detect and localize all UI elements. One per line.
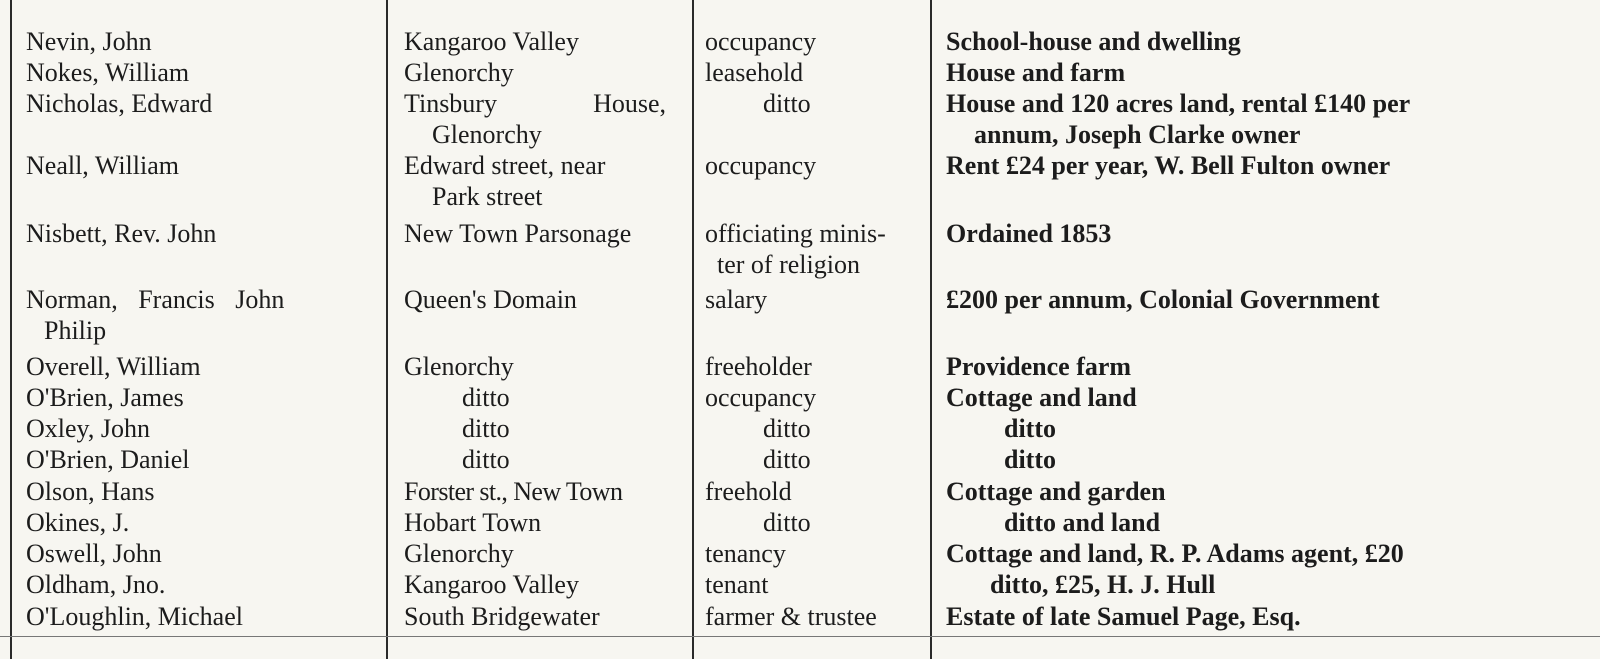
qualification-cell: freeholder <box>705 352 812 381</box>
name-cell: Nevin, John <box>26 27 152 56</box>
property-cell: House and 120 acres land, rental £140 per <box>946 89 1411 118</box>
property-cell: House and farm <box>946 58 1126 87</box>
property-cell: Cottage and land, R. P. Adams agent, £20 <box>946 539 1404 568</box>
name-cell: Neall, William <box>26 151 179 180</box>
name-cell: Oxley, John <box>26 414 150 443</box>
name-cell: O'Loughlin, Michael <box>26 602 243 631</box>
property-cell: School-house and dwelling <box>946 27 1241 56</box>
address-cell: Kangaroo Valley <box>404 27 579 56</box>
property-cell-continued: annum, Joseph Clarke owner <box>974 120 1301 149</box>
qualification-cell: occupancy <box>705 383 817 412</box>
name-cell: Oswell, John <box>26 539 162 568</box>
name-cell: Olson, Hans <box>26 477 155 506</box>
qualification-cell: farmer & trustee <box>705 602 877 631</box>
address-cell: South Bridgewater <box>404 602 600 631</box>
qualification-cell: tenancy <box>705 539 786 568</box>
property-cell: ditto, £25, H. J. Hull <box>990 570 1216 599</box>
column-rule-2 <box>692 0 694 659</box>
name-cell: Nicholas, Edward <box>26 89 213 118</box>
name-cell: Nokes, William <box>26 58 190 87</box>
qualification-cell: ditto <box>763 414 811 443</box>
address-cell: Glenorchy <box>404 539 514 568</box>
address-cell: Glenorchy <box>404 58 514 87</box>
bottom-rule <box>0 636 1600 637</box>
address-cell: Glenorchy <box>404 352 514 381</box>
name-cell: Overell, William <box>26 352 201 381</box>
address-cell: ditto <box>462 414 510 443</box>
name-cell-continued: Philip <box>44 316 107 345</box>
address-cell: Edward street, near <box>404 151 606 180</box>
address-cell: ditto <box>462 445 510 474</box>
qualification-cell-continued: ter of religion <box>717 250 860 279</box>
qualification-cell: salary <box>705 285 768 314</box>
property-cell: Ordained 1853 <box>946 219 1112 248</box>
qualification-cell: ditto <box>763 89 811 118</box>
qualification-cell: tenant <box>705 570 769 599</box>
qualification-cell: occupancy <box>705 151 817 180</box>
name-cell: Oldham, Jno. <box>26 570 166 599</box>
address-cell: Tinsbury House, <box>404 89 666 118</box>
name-cell: O'Brien, James <box>26 383 184 412</box>
address-cell: Kangaroo Valley <box>404 570 579 599</box>
property-cell: Rent £24 per year, W. Bell Fulton owner <box>946 151 1391 180</box>
qualification-cell: occupancy <box>705 27 817 56</box>
property-cell: ditto <box>1004 414 1056 443</box>
property-cell: Providence farm <box>946 352 1132 381</box>
qualification-cell: ditto <box>763 445 811 474</box>
name-cell: Okines, J. <box>26 508 130 537</box>
address-cell: ditto <box>462 383 510 412</box>
name-cell: Nisbett, Rev. John <box>26 219 217 248</box>
column-rule-left <box>10 0 12 659</box>
address-cell: Queen's Domain <box>404 285 577 314</box>
address-cell-continued: Park street <box>432 182 543 211</box>
property-cell: £200 per annum, Colonial Government <box>946 285 1380 314</box>
qualification-cell: ditto <box>763 508 811 537</box>
address-cell-continued: Glenorchy <box>432 120 542 149</box>
address-cell: New Town Parsonage <box>404 219 632 248</box>
address-cell: Forster st., New Town <box>404 477 623 506</box>
property-cell: Estate of late Samuel Page, Esq. <box>946 602 1301 631</box>
name-cell: Norman, Francis John <box>26 285 285 314</box>
qualification-cell: officiating minis- <box>705 219 886 248</box>
qualification-cell: leasehold <box>705 58 804 87</box>
address-cell: Hobart Town <box>404 508 542 537</box>
name-cell: O'Brien, Daniel <box>26 445 190 474</box>
property-cell: Cottage and garden <box>946 477 1166 506</box>
property-cell: ditto and land <box>1004 508 1161 537</box>
property-cell: Cottage and land <box>946 383 1137 412</box>
qualification-cell: freehold <box>705 477 792 506</box>
property-cell: ditto <box>1004 445 1056 474</box>
